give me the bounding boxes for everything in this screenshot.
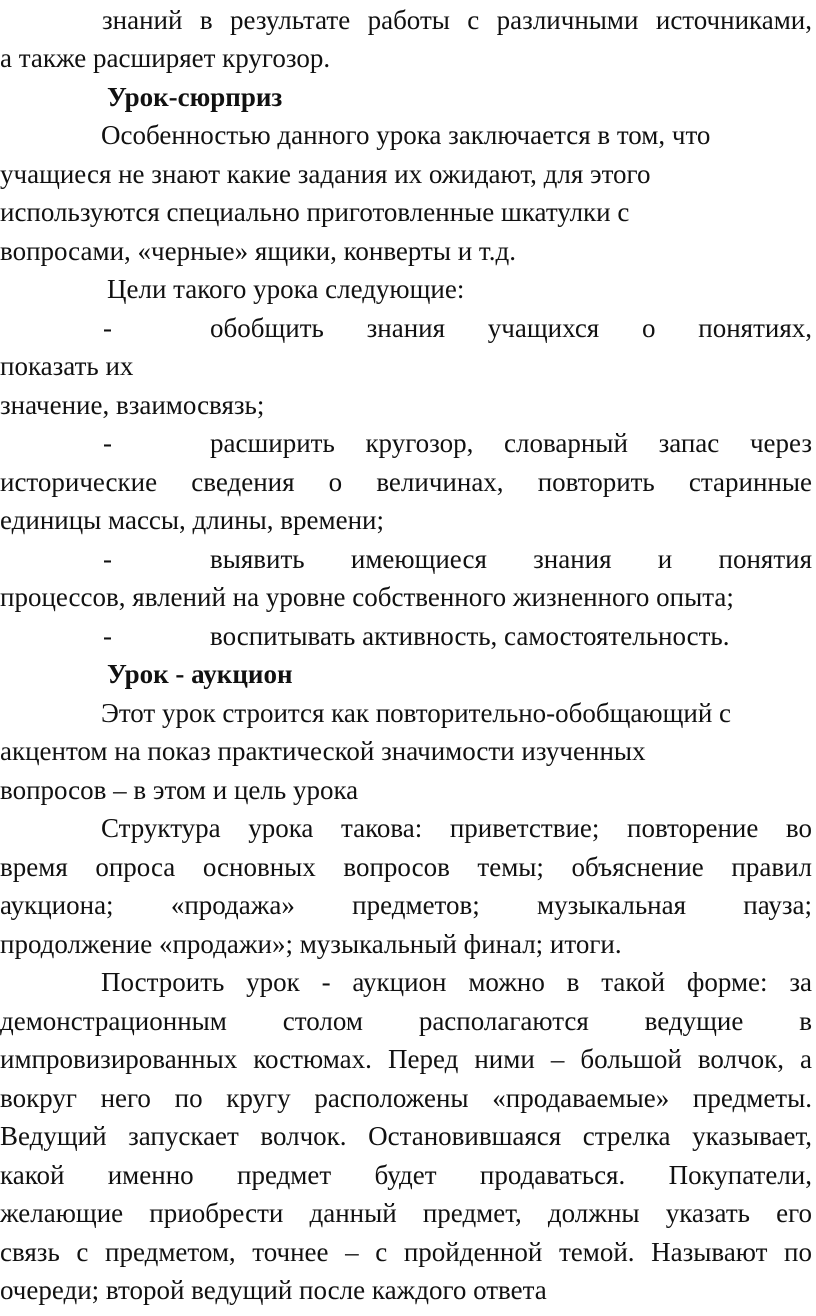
text-line: вопросами, «черные» ящики, конверты и т.д. [0, 236, 516, 266]
text-line: единицы массы, длины, времени; [0, 505, 384, 535]
text-line: знаний в результате работы с различными источниками, [102, 5, 812, 35]
text-line: продолжение «продажи»; музыкальный финал; итоги. [0, 929, 622, 959]
bullet-dash: - [103, 428, 112, 458]
bullet-text: расширить кругозор, словарный запас через [210, 428, 812, 458]
text-line: показать их [0, 351, 134, 381]
text-line: какой именно предмет будет продаваться. Покупатели, [0, 1160, 812, 1190]
text-line: учащиеся не знают какие задания их ожидают, для этого [0, 159, 651, 189]
text-line: значение, взаимосвязь; [0, 390, 265, 420]
text-line: желающие приобрести данный предмет, должны указать его [0, 1198, 812, 1228]
text-line: импровизированных костюмах. Перед ними – большой волчок, а [0, 1044, 812, 1074]
text-line: связь с предметом, точнее – с пройденной темой. Называют по [0, 1237, 812, 1267]
text-line: Этот урок строится как повторительно-обобщающий с [101, 698, 732, 728]
bullet-text: обобщить знания учащихся о понятиях, [210, 313, 812, 343]
text-line: демонстрационным столом располагаются ведущие в [0, 1006, 812, 1036]
text-line: Ведущий запускает волчок. Остановившаяся стрелка указывает, [0, 1121, 812, 1151]
section-heading: Урок-сюрприз [107, 82, 283, 112]
bullet-dash: - [103, 313, 112, 343]
bullet-text: выявить имеющиеся знания и понятия [210, 544, 812, 574]
text-line: вопросов – в этом и цель урока [0, 775, 359, 805]
text-line: время опроса основных вопросов темы; объяснение правил [0, 852, 812, 882]
text-line: процессов, явлений на уровне собственного жизненного опыта; [0, 582, 734, 612]
text-line: а также расширяет кругозор. [0, 43, 331, 73]
text-line: исторические сведения о величинах, повторить старинные [0, 467, 812, 497]
text-line: Особенностью данного урока заключается в том, что [101, 120, 711, 150]
text-line: Построить урок - аукцион можно в такой форме: за [101, 967, 812, 997]
text-line: акцентом на показ практической значимости изученных [0, 736, 646, 766]
section-heading: Урок - аукцион [107, 659, 293, 689]
bullet-text: воспитывать активность, самостоятельность. [210, 621, 730, 651]
text-line: используются специально приготовленные шкатулки с [0, 197, 630, 227]
bullet-dash: - [103, 544, 112, 574]
text-line: Цели такого урока следующие: [107, 274, 465, 304]
text-line: очереди; второй ведущий после каждого ответа [0, 1275, 547, 1305]
text-line: аукциона; «продажа» предметов; музыкальная пауза; [0, 890, 812, 920]
text-line: вокруг него по кругу расположены «продаваемые» предметы. [0, 1083, 812, 1113]
text-line: Структура урока такова: приветствие; повторение во [101, 813, 812, 843]
bullet-dash: - [103, 621, 112, 651]
